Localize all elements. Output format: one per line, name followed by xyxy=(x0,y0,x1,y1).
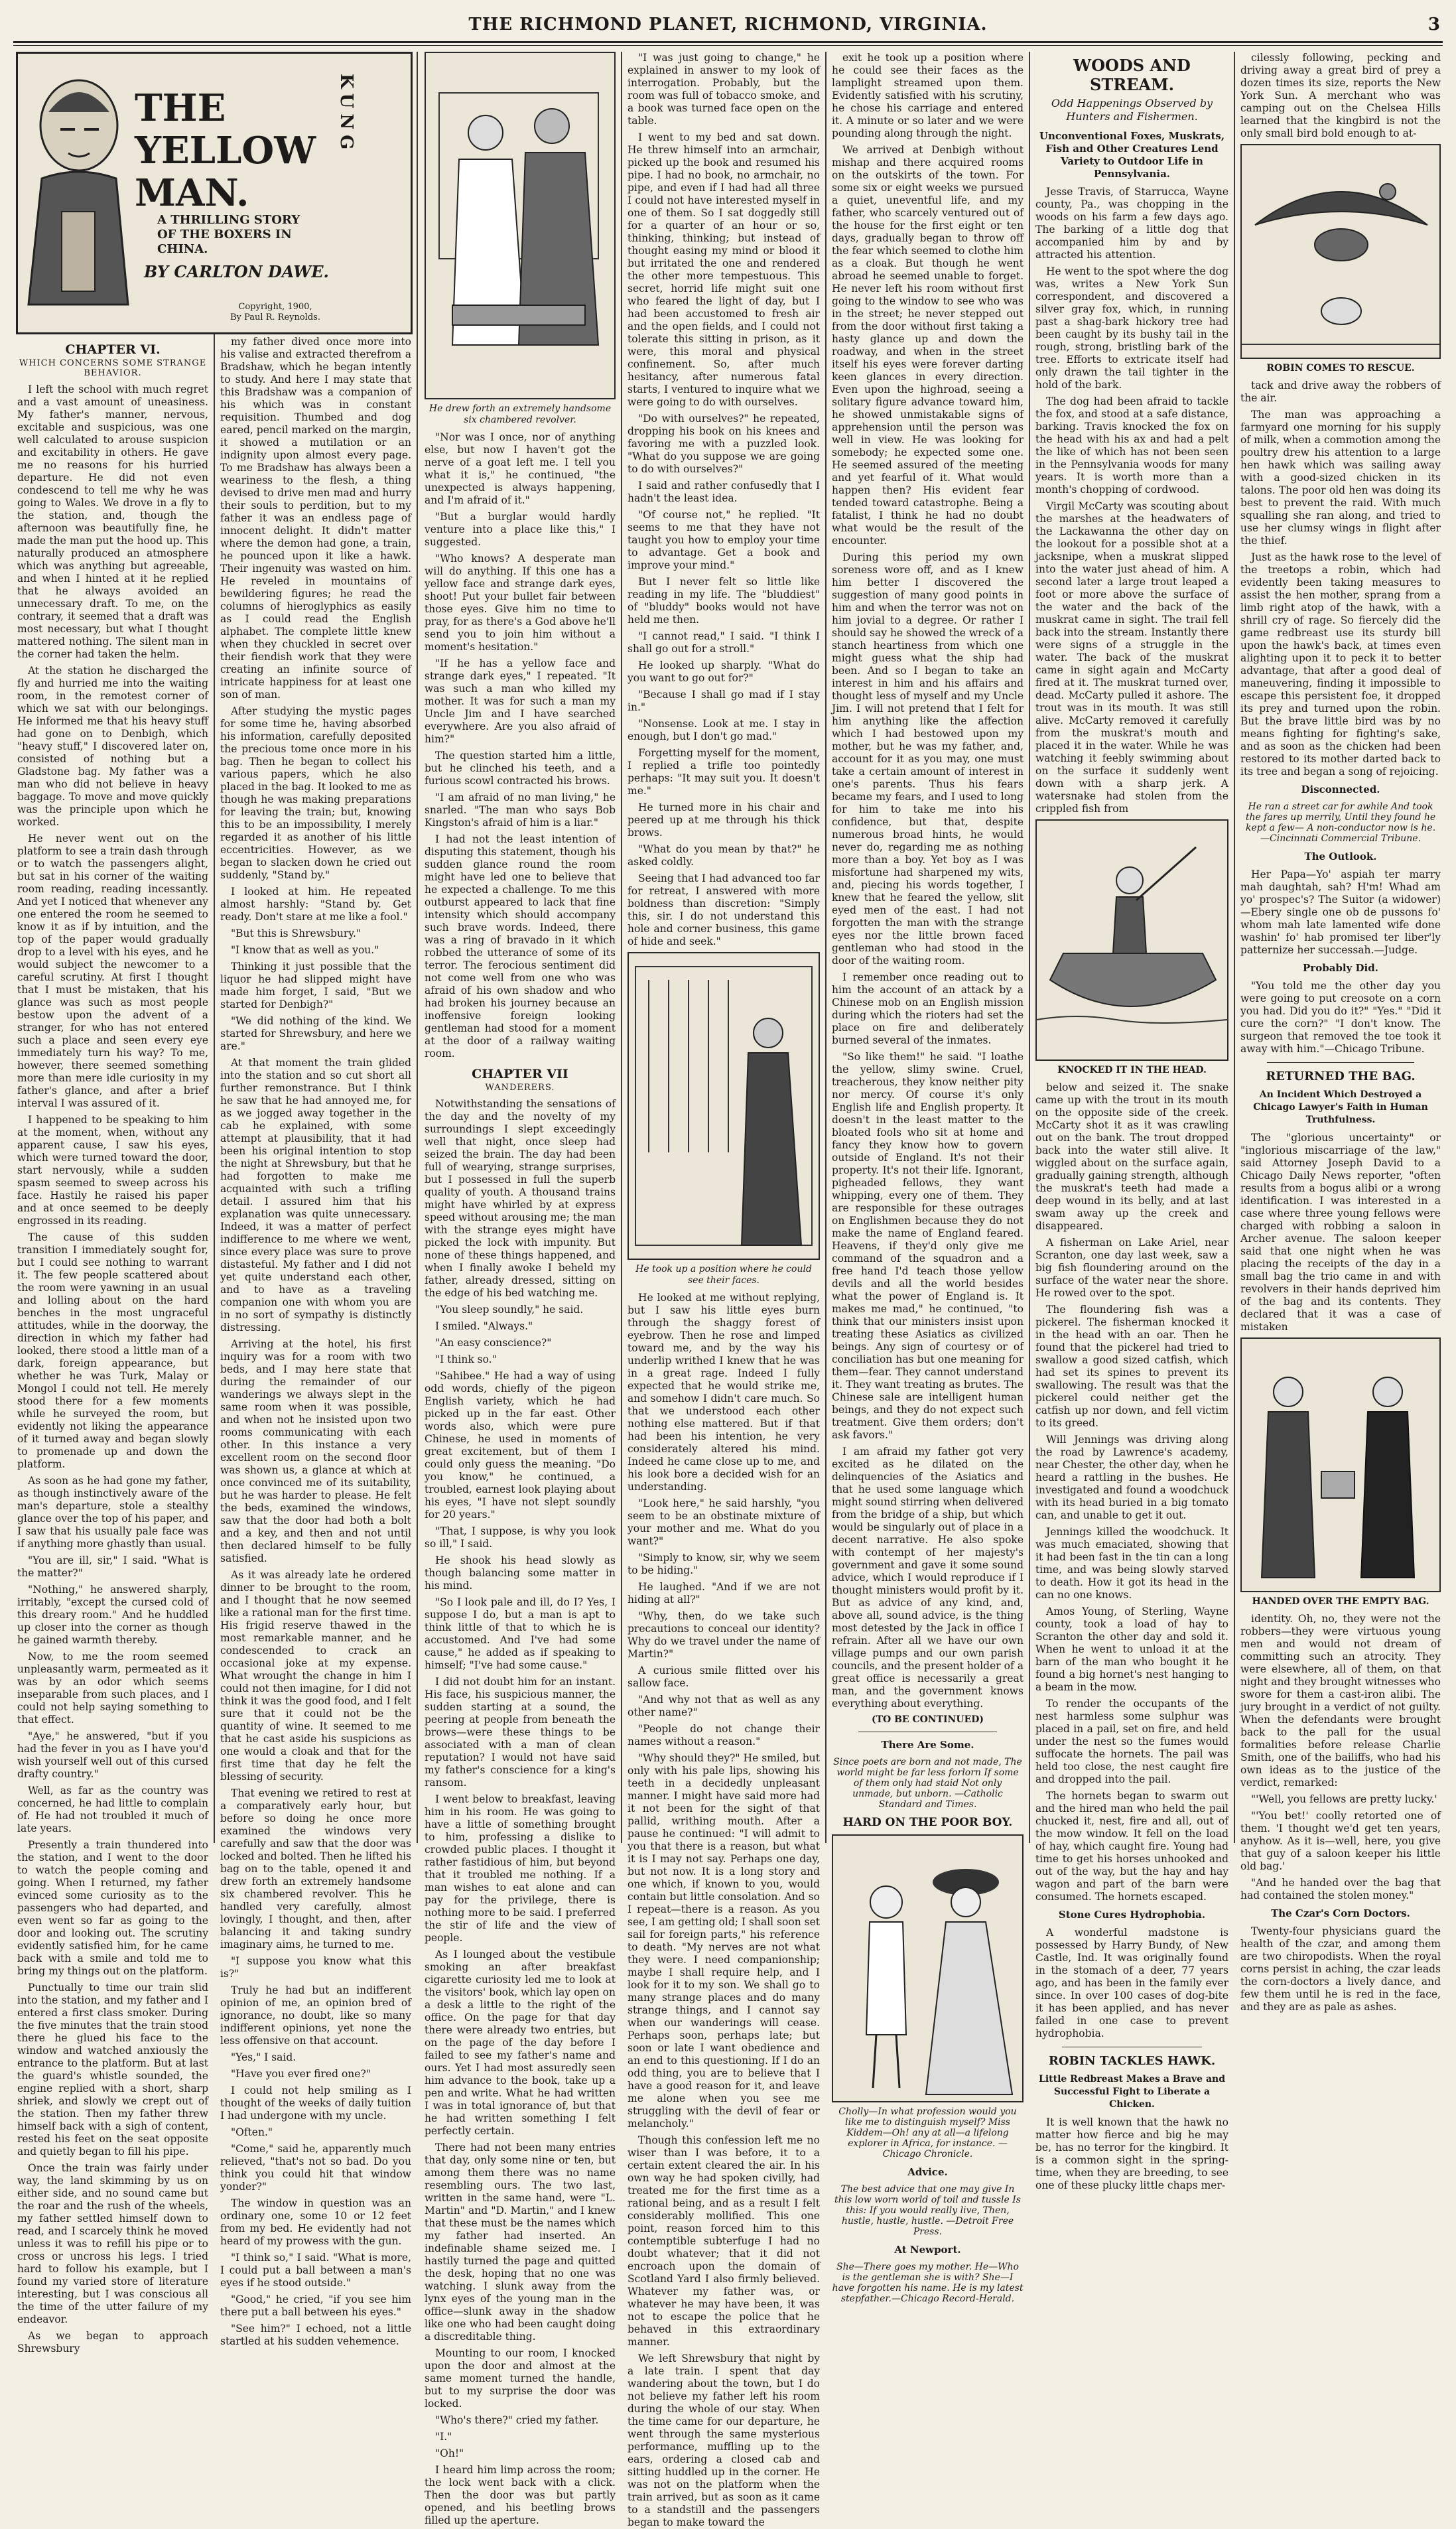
paragraph: "And he handed over the bag that had contained the stolen money." xyxy=(1240,1877,1441,1901)
paragraph: "I think so." xyxy=(435,1353,497,1365)
paragraph: "Of course not," he replied. "It seems to me that they have not taught you how to employ your time to advantage. Get a book and improve your mind." xyxy=(628,509,820,571)
story-banner xyxy=(16,52,413,334)
paragraph: The floundering fish was a pickerel. The fisherman knocked it in the head with an oar. Then he found that the pickerel had tried to swallow a good sized catfish, which had set its spines to prevent its swallowing. The result was that the pickerel could neither get the catfish up nor down, and fell victim to its greed. xyxy=(1035,1304,1228,1429)
paragraph: I am afraid my father got very excited as he dilated on the delinquencies of the Asiatics and that he used some language which might sound stirring when delivered from the bridge of a ship, but which would be singularly out of place in a decent narrative. He also spoke with contempt of her majesty's government and gave it some sound advice, which I would reproduce if I thought ministers would profit by it. But as advice of any kind, and, above all, sound advice, is the thing most detested by the Jack in office I refrain. After all we have our own village pumps and our own parish councils, and the present holder of a great office is necessarily a great man, and the government knows everything about everything. xyxy=(832,1446,1024,1710)
paragraph: Notwithstanding the sensations of the day and the novelty of my surroundings I slept exceedingly well that night, once sleep had seized the brain. The day had been full of wearying, strange surprises, but I possessed in full the superb quality of youth. A thousand trains might have whirled by at express speed without arousing me; the man with the strange eyes might have picked the lock with impunity. But none of these things happened, and when I finally awoke I beheld my father, already dressed, sitting on the edge of his bed watching me. xyxy=(425,1098,616,1299)
paragraph: "I was just going to change," he explained in answer to my look of interrogation. Probably, but the room was full of tobacco smoke, and a book was turned face open on the table. xyxy=(628,52,820,127)
paragraph: I went below to breakfast, leaving him in his room. He was going to have a little of something brought to him, professing a dislike to crowded public places. I thought it rather fastidious of him, but beyond that it troubled me nothing. If a man wishes to eat alone and can pay for the privilege, there is nothing more to be said. I preferred the stir of life and the view of people. xyxy=(425,1793,616,1944)
paragraph: But I never felt so little like reading in my life. The "bluddiest" of "bluddy" books would not have held me then. xyxy=(628,576,820,626)
paragraph: Forgetting myself for the moment, I replied a trifle too pointedly perhaps: "It may suit you. It doesn't me." xyxy=(628,747,820,797)
paragraph: "Sahibee." He had a way of using odd words, chiefly of the pigeon English variety, which he had picked up in the far east. Other words also, which were pure Chinese, he used in moments of great excitement, but of them I could only guess the meaning. "Do you know," he continued, a troubled, earnest look playing about his eyes, "I have not slept soundly for 20 years." xyxy=(425,1370,616,1521)
paragraph: I happened to be speaking to him at the moment, when, without any apparent cause, I saw his eyes, which were turned toward the door, start nervously, while a sudden spasm seemed to sweep across his face. Hastily he raised his paper and at once seemed to be deeply engrossed in its reading. xyxy=(17,1114,208,1227)
paragraph: He went to the spot where the dog was, writes a New York Sun correspondent, and discovered a silver gray fox, which, in running past a shag-bark hickory tree had been caught by its bushy tail in the rough, strong, bristling bark of the tree. Efforts to extricate itself had only drawn the tail tighter in the hold of the bark. xyxy=(1035,265,1228,391)
article-subtitle: An Incident Which Destroyed a Chicago Lawyer's Faith in Human Truthfulness. xyxy=(1253,1089,1428,1125)
paragraph: identity. Oh, no, they were not the robbers—they were virtuous young men and would not dream of committing such an atrocity. They were elsewhere, all of them, on that night and they brought witnesses who swore for them a cast-iron alibi. The jury brought in a verdict of not guilty. When the defendants were brought back to the pall for the usual formalities before release Charlie Smith, one of the bailiffs, who had his own ideas as to the justice of the verdict, remarked: xyxy=(1240,1613,1441,1789)
paragraph: Truly he had but an indifferent opinion of me, an opinion bred of ignorance, no doubt, like so many indifferent opinions, yet none the less offensive on that account. xyxy=(220,1984,411,2047)
paragraph: The dog had been afraid to tackle the fox, and stood at a safe distance, barking. Travis knocked the fox on the head with his ax and had a pelt the like of which has not been seen in the Pennsylvania woods for many years. It is worth more than a month's chopping of cordwood. xyxy=(1035,395,1228,496)
paragraph: The cause of this sudden transition I immediately sought for, but I could see nothing to warrant it. The few people scattered about the room were yawning in an usual and lolling about on the hard benches in the most ungraceful attitudes, while in the doorway, the direction in which my father had looked, there stood a little man of a dark, foreign appearance, but whether he was Turk, Malay or Mongol I could not tell. He merely stood there for a few moments while he surveyed the room, but evidently not liking the appearance of it turned away and began slowly to promenade up and down the platform. xyxy=(17,1231,208,1470)
paragraph: "'Well, you fellows are pretty lucky.' xyxy=(1251,1793,1437,1805)
paragraph: Though this confession left me no wiser than I was before, it to a certain extent cleared the air. In his own way he had spoken civilly, had treated me for the first time as a rational being, and as a result I felt considerably mollified. This one point, reason forced him to this contemptible subterfuge I had no doubt whatever; that it did not encroach upon the domain of Scotland Yard I also firmly believed. Whatever my father was, or whatever he may have been, it was not to escape the police that he behaved in this extraordinary manner. xyxy=(628,2134,820,2348)
paragraph: I looked at him. He repeated almost harshly: "Stand by. Get ready. Don't stare at me like a fool." xyxy=(220,886,411,923)
paragraph: "Good," he cried, "if you see him there put a ball between his eyes." xyxy=(220,2293,411,2318)
paragraph: "Nothing," he answered sharply, irritably, "except the cursed cold of this dreary room." And he huddled up closer into the corner as though he gained warmth thereby. xyxy=(17,1584,208,1646)
two-men-revolver-icon xyxy=(426,53,614,395)
masthead-rule xyxy=(13,41,1443,43)
illustration-boat xyxy=(1035,819,1228,1061)
paragraph: Mounting to our room, I knocked upon the door and almost at the same moment turned the handle, but to my surprise the door was locked. xyxy=(425,2347,616,2410)
paragraph: "What do you mean by that?" he asked coldly. xyxy=(628,843,820,868)
paragraph: below and seized it. The snake came up with the trout in its mouth on the opposite side of the creek. McCarty shot it as it was crawling out on the bank. The trout dropped back into the water still alive. It wiggled about on the surface again, gradually gaining strength, although the muskrat's teeth had made a deep wound in its belly, and at last swam away up the creek and disappeared. xyxy=(1035,1081,1228,1232)
section-subtitle: Odd Happenings Observed by Hunters and Fishermen. xyxy=(1051,97,1213,123)
yellow-man-portrait-icon xyxy=(22,66,135,318)
paragraph: I left the school with much regret and a vast amount of uneasiness. My father's manner, nervous, excitable and suspicious, was one well calculated to arouse suspicion and excitability in others. He gave me no reasons for his hurried departure. He did not even condescend to tell me why he was going to Wales. We drove in a fly to the station, and, though the afternoon was beautifully fine, he made the man put the hood up. This naturally produced an atmosphere which was anything but agreeable, and when I hinted at it he replied that he always avoided an unnecessary draft. To me, on the contrary, it seemed that a draft was most necessary, but what I thought mattered nothing. The silent man in the corner had taken the helm. xyxy=(17,383,208,660)
paragraph: "I am afraid of no man living," he snarled. "The man who says Bob Kingston's afraid of him is a liar." xyxy=(425,791,616,829)
paragraph: There had not been many entries that day, only some nine or ten, but among them there was no name resembling ours. The two last, written in the same hand, were "L. Martin" and "D. Martin," and I knew that these must be the names which my father had inserted. An indefinable shame seized me. I hastily turned the page and quitted the desk, hoping that no one was watching. I slunk away from the lynx eyes of the young man in the office—slunk away in the shadow like one who had been caught doing a discreditable thing. xyxy=(425,2142,616,2343)
column-divider xyxy=(417,52,418,1843)
newspaper-title: THE RICHMOND PLANET, RICHMOND, VIRGINIA. xyxy=(468,15,988,34)
column-4 xyxy=(628,52,820,2528)
paragraph: Well, as far as the country was concerned, he had little to complain of. He had not troubled it much of late years. xyxy=(17,1785,208,1834)
item-title: Probably Did. xyxy=(1303,962,1378,974)
paragraph: He laughed. "And if we are not hiding at all?" xyxy=(628,1581,820,1606)
chapter-subheading: WANDERERS. xyxy=(485,1083,555,1093)
illustration-caption: He took up a position where he could see their faces. xyxy=(635,1264,812,1286)
paragraph: I had not the least intention of disputing this statement, though his sudden glance round the room might have led one to believe that he expected a challenge. To me this outburst appeared to lack that fine intensity which should accompany such brave words. Indeed, there was a ring of bravado in it which robbed the utterance of some of its terror. The ferocious sentiment did not come well from one who was afraid of his own shadow and who had broken his journey because an inoffensive foreign looking gentleman had stood for a moment at the door of a railway waiting room. xyxy=(425,833,616,1059)
illustration-caption: ROBIN COMES TO RESCUE. xyxy=(1266,363,1415,374)
paragraph: "We did nothing of the kind. We started for Shrewsbury, and here we are." xyxy=(220,1015,411,1052)
paragraph: "You are ill, sir," I said. "What is the matter?" xyxy=(17,1554,208,1579)
story-byline: BY CARLTON DAWE. xyxy=(144,262,329,281)
copyright-line: By Paul R. Reynolds. xyxy=(230,312,320,322)
article-subtitle: Little Redbreast Makes a Brave and Successful Fight to Liberate a Chicken. xyxy=(1038,2074,1225,2110)
paragraph: Jennings killed the woodchuck. It was much emaciated, showing that it had been fast in the tin can a long time, and was being slowly starved to death. How it got its head in the can no one knows. xyxy=(1035,1526,1228,1601)
paragraph: Her Papa—Yo' aspiah ter marry mah daughtah, sah? H'm! Whad am yo' prospec's? The Suitor (a widower)—Ebery single one ob de pussons fo' whom mah late lamented wife done washin' fo' hab promised ter liber'ly patternize her successah.—Judge. xyxy=(1240,868,1441,956)
paragraph: "Nor was I once, nor of anything else, but now I haven't got the nerve of a goat left me. I tell you what it is," he continued, "the unexpected is always happening, and I'm afraid of it." xyxy=(425,431,616,506)
paragraph: After studying the mystic pages for some time he, having absorbed his information, carefully deposited the precious tome once more in his bag. Then he began to collect his various papers, which he also placed in the bag. It looked to me as though he was making preparations for leaving the train; but, knowing this to be an impossibility, I merely regarded it as another of his little eccentricities. However, as we began to slacken down he cried out suddenly, "Stand by." xyxy=(220,705,411,881)
paragraph: tack and drive away the robbers of the air. xyxy=(1240,379,1441,404)
paragraph: A fisherman on Lake Ariel, near Scranton, one day last week, saw a big fish floundering around on the surface of the water near the shore. He rowed over to the spot. xyxy=(1035,1237,1228,1299)
chapter-subheading: WHICH CONCERNS SOME STRANGE BEHAVIOR. xyxy=(19,358,207,378)
chapter-heading: CHAPTER VI. xyxy=(65,342,161,357)
paragraph: It is well known that the hawk no matter how fierce and big he may be, has no terror for the kingbird. It is a common sight in the spring-time, when they are breeding, to see one of these plucky little chaps mer- xyxy=(1035,2116,1228,2191)
story-tagline: A THRILLING STORY OF THE BOXERS IN CHINA. xyxy=(157,213,300,256)
paragraph: Virgil McCarty was scouting about the marshes at the headwaters of the Lackawanna the other day on the lookout for a possible shot at a jacksnipe, when a muskrat slipped into the water just ahead of him. A second later a large trout leaped a foot or more above the surface of the water and the back of the muskrat came in sight. The trail fell back into the stream. Instantly there were signs of a struggle in the water. The back of the muskrat came in sight again and McCarty fired at it. The muskrat turned over, dead. McCarty pulled it ashore. The trout was in its mouth. It was still alive. McCarty removed it carefully from the muskrat's mouth and placed it in the water. While he was watching it feebly swimming about on the surface it suddenly went down with a sharp jerk. A watersnake had stolen from the crippled fish from xyxy=(1035,500,1228,815)
paragraph: I heard him limp across the room; the lock went back with a click. Then the door was but partly opened, and his beetling brows filled up the aperture. xyxy=(425,2464,616,2526)
paragraph: "I suppose you know what this is?" xyxy=(220,1955,411,1980)
illustration-revolver xyxy=(425,52,616,399)
paragraph: He never went out on the platform to see a train dash through or to watch the passengers alight, but sat in his corner of the waiting room reading, reading incessantly. And yet I noticed that whenever any one entered the room he seemed to know it as if by intuition, and the top of the paper would gradually drop to a level with his eyes, and he would subject the newcomer to a careful scrutiny. At first I thought that I must be mistaken, that his glance was such as most people bestow upon the advent of a stranger, for who has not entered such a place and seen every eye immediately turn his way? To me, however, there seemed something more than mere idle curiosity in my father's glance, and after a brief interval I was assured of it. xyxy=(17,833,208,1109)
paragraph: "Aye," he answered, "but if you had the fever in you as I have you'd wish yourself well out of this cursed drafty country." xyxy=(17,1730,208,1780)
paragraph: As it was already late he ordered dinner to be brought to the room, and I thought that he now seemed like a rational man for the first time. His frigid reserve thawed in the most remarkable manner, and he condescended to crack an occasional joke at my expense. What wrought the change in him I could not then imagine, for I did not think it was the good food, and I felt sure that it could not be the quantity of wine. It seemed to me that he cast aside his suspicions as one would a cloak and that for the first time that day he felt the blessing of security. xyxy=(220,1569,411,1783)
paragraph: As I lounged about the vestibule smoking an after breakfast cigarette curiosity led me to look at the visitors' book, which lay open on a desk a little to the right of the office. On the page for that day there were already two entries, but on the page of the day before I failed to see my father's name and ours. Yet I had most assuredly seen him advance to the book, take up a pen and write. What he had written I was in total ignorance of, but that he had written something I felt perfectly certain. xyxy=(425,1948,616,2137)
paragraph: "That, I suppose, is why you look so ill," I said. xyxy=(425,1525,616,1550)
paragraph: A wonderful madstone is possessed by Harry Bundy, of New Castle, Ind. It was originally found in the stomach of a deer, 77 years ago, and has been in the family ever since. In over 100 cases of dog-bite it has been applied, and has never failed in one case to prevent hydrophobia. xyxy=(1035,1927,1228,2039)
paragraph: "An easy conscience?" xyxy=(435,1337,552,1349)
paragraph: As we began to approach Shrewsbury xyxy=(17,2330,208,2355)
paragraph: "You sleep soundly," he said. xyxy=(435,1304,584,1316)
paragraph: "And why not that as well as any other name?" xyxy=(628,1694,820,1718)
paragraph: "People do not change their names without a reason." xyxy=(628,1723,820,1747)
paragraph: "Look here," he said harshly, "you seem to be an obstinate mixture of your mother and me. What do you want?" xyxy=(628,1497,820,1547)
paragraph: The man was approaching a farmyard one morning for his supply of milk, when a commotion among the poultry drew his attention to a large hen hawk which was sailing away with a good-sized chicken in its talons. The poor old hen was doing its best to prevent the raid. With much squalling she ran along, and tried to use her clumsy wings in flight after the thief. xyxy=(1240,409,1441,547)
item-title: The Outlook. xyxy=(1304,851,1377,862)
title-word: YELLOW xyxy=(135,129,316,172)
paragraph: We left Shrewsbury that night by a late train. I spent that day wandering about the town, but I do not believe my father left his room during the whole of our stay. When the time came for our departure, he went through the same mysterious performance, muffling up to the ears, ordering a closed cab and sitting huddled up in the corner. He was not on the platform when the train arrived, but as soon as it came to a standstill and the passengers began to make toward the xyxy=(628,2353,820,2528)
paragraph: exit he took up a position where he could see their faces as the lamplight streamed upon them. Evidently satisfied with his scrutiny, he chose his carriage and entered it. A minute or so later and we were pounding along through the night. xyxy=(832,52,1024,139)
column-2 xyxy=(220,336,411,2347)
poem-text: The best advice that one may give In this low worn world of toil and tussle Is this: If you would really live, Then, hustle, hustle, hustle. —Detroit Free Press. xyxy=(834,2184,1021,2237)
paragraph: The question started him a little, but he clinched his teeth, and a furious scowl contracted his brows. xyxy=(425,750,616,787)
paragraph: Arriving at the hotel, his first inquiry was for a room with two beds, and I may here state that during the remainder of our wanderings we always slept in the same room when it was possible, and when not he insisted upon two rooms communicating with each other. In this instance a very excellent room on the second floor was shown us, a glance at which at once convinced me of its suitability, but he was harder to please. He felt the beds, examined the windows, saw that the door had both a bolt and a key, and then and not until then declared himself to be fully satisfied. xyxy=(220,1338,411,1564)
column-divider xyxy=(1029,52,1030,1843)
men-empty-bag-icon xyxy=(1242,1339,1439,1588)
divider xyxy=(1267,1062,1414,1063)
column-divider xyxy=(621,52,622,1843)
paragraph: Seeing that I had advanced too far for retreat, I answered with more boldness than discretion: "Simply this, sir. I do not understand this hole and corner business, this game of hide and seek." xyxy=(628,872,820,947)
paragraph: "Often." xyxy=(231,2126,273,2138)
paragraph: We arrived at Denbigh without mishap and there acquired rooms on the outskirts of the town. For some six or eight weeks we pursued a quiet, uneventful life, and my father, who scarcely ventured out of the house for the first eight or ten days, gradually began to throw off the fear which seemed to clothe him as a cloak. But though he went abroad he seemed unable to forget. He never left his room without first going to the window to see who was in the street; he never stepped out from the door without first taking a hasty glance up and down the roadway, and when in the street itself his eyes were forever darting keen glances in every direction. Even upon the highroad, seeing a solitary figure advance toward him, he showed unmistakable signs of apprehension until the person was well in view. He was looking for somebody; he expected some one. He seemed assured of the meeting and yet fearful of it. What would happen then? His evident fear tended toward catastrophe. Being a fatalist, I think he had no doubt what would be the result of the encounter. xyxy=(832,144,1024,547)
poem-title: Advice. xyxy=(907,2166,948,2178)
station-gate-icon xyxy=(629,953,819,1256)
paragraph: I said and rather confusedly that I hadn't the least idea. xyxy=(628,480,820,504)
paragraph: He looked at me without replying, but I saw his little eyes burn through the shaggy forest of eyebrow. Then he rose and limped toward me, and by the way his underlip writhed I knew that he was in a great rage. Indeed I fully expected that he would strike me, and somehow I didn't care much. So that we understood each other nothing else mattered. But if that had been his intention, he very considerately altered his mind. Indeed he came close up to me, and his look bore a decided wish for an understanding. xyxy=(628,1292,820,1493)
paragraph: I did not doubt him for an instant. His face, his suspicious manner, the sudden starting at a sound, the peering at people from beneath the brows—were these things to be associated with a man of clean reputation? I would not have said my father's conscience for a king's ransom. xyxy=(425,1676,616,1789)
paragraph: "Oh!" xyxy=(435,2447,464,2459)
paragraph: The hornets began to swarm out and the hired man who held the pail chucked it, nest, fire and all, out of the mow window. It fell on the load of hay, which caught fire. Young had time to get his horses unhooked and out of the way, but the hay and hay wagon and part of the barn were consumed. The hornets escaped. xyxy=(1035,1790,1228,1903)
paragraph: The window in question was an ordinary one, some 10 or 12 feet from my bed. He evidently had not heard of my prowess with the gun. xyxy=(220,2197,411,2247)
paragraph: "Who knows? A desperate man will do anything. If this one has a yellow face and strange dark eyes, shoot! Put your bullet fair between those eyes. Give him no time to pray, for as there's a God above he'll send you to join him without a moment's hesitation." xyxy=(425,553,616,653)
paragraph: Amos Young, of Sterling, Wayne county, took a load of hay to Scranton the other day and sold it. When he went to unload it at the barn of the man who bought it he found a big hornet's nest hanging to a beam in the mow. xyxy=(1035,1606,1228,1693)
article-heading: Unconventional Foxes, Muskrats, Fish and Other Creatures Lend Variety to Outdoor Life in Pennsylvania. xyxy=(1039,130,1225,180)
illustration-caption: HANDED OVER THE EMPTY BAG. xyxy=(1252,1596,1429,1607)
paragraph: Once the train was fairly under way, the land skimming by us on either side, and no sound came but the roar and the rush of the wheels, my father settled himself down to read, and I scarcely think he moved unless it was to refill his pipe or to cross or uncross his legs. I tried hard to follow his example, but I found my varied store of literature interesting, but I was conscious all the time of the utter failure of my endeavor. xyxy=(17,2162,208,2325)
column-1 xyxy=(17,336,208,2355)
paragraph: He turned more in his chair and peered up at me through his thick brows. xyxy=(628,801,820,839)
article-title: ROBIN TACKLES HAWK. xyxy=(1048,2054,1216,2068)
vertical-name: KUNG xyxy=(336,74,356,155)
paragraph: "But this is Shrewsbury." xyxy=(231,927,362,939)
paragraph: At that moment the train glided into the station and so cut short all further remonstrance. But I think he saw that he had annoyed me, for as we jogged away together in the cab he explained, with some attempt at plausibility, that it had been his original intention to stop the night at Shrewsbury, but that he had forgotten to make me acquainted with such a trifling detail. I assured him that his explanation was quite unnecessary. Indeed, it was a matter of perfect indifference to me where we went, since every place was sure to prove distasteful. My father and I did not yet quite understand each other, and to have as a traveling companion one with whom you are in no sort of sympathy is distinctly distressing. xyxy=(220,1057,411,1333)
column-6 xyxy=(1035,52,1228,2191)
paragraph: Punctually to time our train slid into the station, and my father and I entered a first class smoker. During the five minutes that the train stood there he glued his face to the window and watched anxiously the entrance to the platform. But at last the guard's whistle sounded, the engine replied with a short, sharp shriek, and slowly we crept out of the station. Then my father threw himself back with a sigh of content, rested his feet on the seat opposite and quietly began to fill his pipe. xyxy=(17,1982,208,2157)
section-title: WOODS AND STREAM. xyxy=(1073,56,1191,94)
paragraph: Presently a train thundered into the station, and I went to the door to watch the people coming and going. When I returned, my father evinced some curiosity as to the passengers who had departed, and even went so far as going to the door and looking out. The scrutiny evidently satisfied him, for he came back with a smile and told me to bring my things out on the platform. xyxy=(17,1839,208,1977)
column-5 xyxy=(832,52,1024,2304)
paragraph: To render the occupants of the nest harmless some sulphur was placed in a pail, set on fire, and held under the nest so the fumes would suffocate the hornets. The pail was held too close, the nest caught fire and dropped into the pail. xyxy=(1035,1698,1228,1785)
column-divider xyxy=(825,52,827,1843)
paragraph: Will Jennings was driving along the road by Lawrence's academy, near Chester, the other day, when he heard a rattling in the bushes. He investigated and found a woodchuck with its head buried in a big tomato can, and unable to get it out. xyxy=(1035,1434,1228,1521)
paragraph: "See him?" I echoed, not a little startled at his sudden vehemence. xyxy=(220,2323,411,2347)
paragraph: my father dived once more into his valise and extracted therefrom a Bradshaw, which he began intently to study. And here I may state that this Bradshaw was a companion of his which was in constant requisition. Thumbed and dog eared, pencil marked on the margin, it showed a mutilation or an indignity upon almost every page. To me Bradshaw has always been a weariness to the flesh, a thing devised to drive men mad and hurry their souls to perdition, but to my father it was an endless page of innocent delight. It didn't matter where the demon had gone, a train, he pounced upon it like a hawk. Their ingenuity was wasted on him. He reveled in mountains of bewildering figures; he read the columns of hieroglyphics as easily as I could read the English alphabet. The complete little knew when they chuckled in secret over their fiendish work that they were creating an infinite source of intricate happiness for at least one son of man. xyxy=(220,336,411,701)
poem-text: He ran a street car for awhile And took the fares up merrily, Until they found he kept a few— A non-conductor now is he. —Cincinnati Commercial Tribune. xyxy=(1245,801,1436,844)
masthead xyxy=(13,12,1443,38)
page-number: 3 xyxy=(1427,15,1440,34)
paragraph: I could not help smiling as I thought of the weeks of daily tuition I had undergone with my uncle. xyxy=(220,2085,411,2122)
story-title xyxy=(135,87,316,214)
paragraph: "I." xyxy=(435,2431,452,2443)
paragraph: "So like them!" he said. "I loathe the yellow, slimy swine. Cruel, treacherous, they know neither pity nor mercy. Of course it's only English life and English property. It doesn't in the least matter to the bloated fools who sit at home and fancy they know how to govern outside of England. It's not their property. It's not their life. Ignorant, pigheaded fellows, they want whipping, every one of them. They are responsible for these outrages on Englishmen because they do not make the name of England feared. Heavens, if they'd only give me command of the squadron and a free hand I'd teach those yellow devils and all the world besides what the power of England is. It makes me mad," he continued, "to think that our ministers insist upon treating these Asiatics as civilized beings. Any sign of courtesy or of conciliation has but one meaning for them—fear. They cannot understand it. They want treating as brutes. The Chinese sale are intelligent human beings, and they do not expect such treatment. Give them orders; don't ask favors." xyxy=(832,1051,1024,1441)
hawk-robin-icon xyxy=(1242,145,1439,355)
paragraph: Jesse Travis, of Starrucca, Wayne county, Pa., was chopping in the woods on his farm a few days ago. The barking of a little dog that accompanied him by and by attracted his attention. xyxy=(1035,186,1228,261)
paragraph: "Simply to know, sir, why we seem to be hiding." xyxy=(628,1552,820,1576)
paragraph: "I think so," I said. "What is more, I could put a ball between a man's eyes if he stood outside." xyxy=(220,2252,411,2289)
masthead-rule-thin xyxy=(13,45,1443,46)
illustration-caption: He drew forth an extremely handsome six chambered revolver. xyxy=(429,403,612,425)
paragraph: I smiled. "Always." xyxy=(435,1320,533,1332)
cartoon-title: HARD ON THE POOR BOY. xyxy=(842,1816,1013,1829)
paragraph: I remember once reading out to him the account of an attack by a Chinese mob on an English mission during which the rioters had set the place on fire and deliberately burned several of the inmates. xyxy=(832,971,1024,1046)
paragraph: "I cannot read," I said. "I think I shall go out for a stroll." xyxy=(628,630,820,655)
paragraph: At the station he discharged the fly and hurried me into the waiting room, in the remotest corner of which we sat with our belongings. He informed me that his heavy stuff had gone on to Denbigh, which "heavy stuff," I discovered later on, consisted of nothing but a Gladstone bag. My father was a man who did not believe in heavy baggage. To move and move quickly was the principle upon which he worked. xyxy=(17,665,208,828)
poem-text: Since poets are born and not made, The world might be far less forlorn If some of them only had staid Not only unmade, but unborn. —Catholic Standard and Times. xyxy=(833,1757,1022,1810)
paragraph: cilessly following, pecking and driving away a great bird of prey a dozen times its size, reports the New York Sun. A merchant who was camping out on the Chelsea Hills learned that the kingbird is not the only small bird bold enough to at- xyxy=(1240,52,1441,139)
title-word: THE xyxy=(135,86,226,130)
illustration-hawk xyxy=(1240,144,1441,359)
paragraph: During this period my own soreness wore off, and as I knew him better I discovered the suggestion of many good points in him and when the terror was not on him jovial to a degree. Or rather I should say he showed the wreck of a stanch heartiness from which one might guess what the ship had been. And so I began to take an interest in him and his affairs and thought less of myself and my Uncle Jim. I will not pretend that I felt for him anything like the affection which I had bestowed upon my mother, but he was my father, and, account for it as you may, one must take a certain amount of interest in one's parents. Thus his fears became my fears, and I used to long for him to take me into his confidence, but that, despite numerous broad hints, he would never do, regarding me as nothing more than a boy. Yet boy as I was misfortune had sharpened my wits, and, piecing his words together, I knew that he feared the yellow, slit eyed men of the east. I had not forgotten the man with the strange eyes nor the little brown faced gentleman who had stood in the door of the waiting room. xyxy=(832,551,1024,967)
paragraph: Now, to me the room seemed unpleasantly warm, permeated as it was by an odor which seems inseparable from such places, and I could not help saying something to that effect. xyxy=(17,1651,208,1726)
poem-title: Disconnected. xyxy=(1301,784,1380,795)
copyright xyxy=(230,302,320,323)
paragraph: "Do with ourselves?" he repeated, dropping his book on his knees and favoring me with a puzzled look. "What do you suppose we are going to do with ourselves?" xyxy=(628,413,820,475)
couple-cartoon-icon xyxy=(833,1836,1022,2098)
paragraph: "I know that as well as you." xyxy=(231,944,379,956)
article-heading: Stone Cures Hydrophobia. xyxy=(1058,1909,1206,1921)
paragraph: I went to my bed and sat down. He threw himself into an armchair, picked up the book and resumed his pipe. I had no book, no armchair, no pipe, and even if I had had all three I could not have interested myself in one of them. So I sat doggedly still for a quarter of an hour or so, thinking, thinking; but instead of thought easing my mind or blood it but irritated the one and rendered the other more tempestuous. This secret, horrid life might suit one who feared the light of day, but I had been accustomed to fresh air and the open fields, and I could not tolerate this sitting in prison, as it were, this moral and physical confinement. So, after much hesitancy, after numerous fatal starts, I ventured to inquire what we were going to do with ourselves. xyxy=(628,131,820,408)
paragraph: Thinking it just possible that the liquor he had slipped might have made him forget, I said, "But we started for Denbigh?" xyxy=(220,961,411,1010)
fisherman-boat-icon xyxy=(1037,821,1227,1057)
paragraph: "Yes," I said. xyxy=(231,2051,297,2063)
poem-title: There Are Some. xyxy=(881,1739,974,1751)
chapter-heading: CHAPTER VII xyxy=(472,1067,568,1081)
column-7 xyxy=(1240,52,1441,2013)
item-title: The Czar's Corn Doctors. xyxy=(1271,1907,1410,1919)
illustration-caption: KNOCKED IT IN THE HEAD. xyxy=(1057,1065,1207,1075)
paragraph: "You told me the other day you were going to put creosote on a corn you had. Did you do it?" "Yes." "Did it cure the corn?" "I don't know. The surgeon that removed the toe took it away with him."—Chicago Tribune. xyxy=(1240,980,1441,1055)
article-title: RETURNED THE BAG. xyxy=(1266,1069,1416,1083)
paragraph: The "glorious uncertainty" or "inglorious miscarriage of the law," said Attorney Joseph David to a Chicago Daily News reporter, "often results from a bogus alibi or a wrong identification. I was interested in a case where three young fellows were charged with robbing a saloon in Archer avenue. The saloon keeper said that one night when he was placing the receipts of the day in a small bag the trio came in and with revolvers in their hands deprived him of the bag and its contents. They declared that it was a case of mistaken xyxy=(1240,1132,1441,1333)
paragraph: That evening we retired to rest at a comparatively early hour, but before so doing he once more examined the windows very carefully and saw that the door was locked and bolted. Then he lifted his bag on to the table, opened it and drew forth an extremely handsome six chambered revolver. This he handled very carefully, almost lovingly, I thought, and then, after balancing it and taking sundry imaginary aims, he turned to me. xyxy=(220,1787,411,1950)
paragraph: A curious smile flitted over his sallow face. xyxy=(628,1665,820,1689)
column-divider xyxy=(1234,52,1235,1843)
paragraph: "If he has a yellow face and strange dark eyes," I repeated. "It was such a man who killed my mother. It was for such a man my Uncle Jim and I have searched everywhere. Are you also afraid of him?" xyxy=(425,657,616,745)
cartoon-text: Cholly—In what profession would you like me to distinguish myself? Miss Kiddem—Oh! any at all—a lifelong explorer in Africa, for instance. —Chicago Chronicle. xyxy=(838,2106,1017,2159)
column-3 xyxy=(425,52,616,2526)
paragraph: "Nonsense. Look at me. I stay in enough, but I don't go mad." xyxy=(628,718,820,742)
paragraph: "Have you ever fired one?" xyxy=(231,2068,371,2080)
poem-text: She—There goes my mother. He—Who is the gentleman she is with? She—I have forgotten his name. He is my latest stepfather.—Chicago Record-Herald. xyxy=(832,2262,1024,2304)
illustration-bag xyxy=(1240,1337,1441,1592)
paragraph: "'You bet!' coolly retorted one of them. 'I thought we'd get ten years, anyhow. As it is—well, here, you give that guy of a saloon keeper his little old bag.' xyxy=(1240,1810,1441,1872)
paragraph: He shook his head slowly as though balancing some matter in his mind. xyxy=(425,1554,616,1592)
paragraph: "Because I shall go mad if I stay in." xyxy=(628,689,820,713)
paragraph: "Why, then, do we take such precautions to conceal our identity? Why do we travel under the name of Martin?" xyxy=(628,1610,820,1660)
paragraph: As soon as he had gone my father, as though instinctively aware of the man's departure, stole a stealthy glance over the top of his paper, and I saw that his usually pale face was if anything more ghastly than usual. xyxy=(17,1475,208,1550)
copyright-line: Copyright, 1900, xyxy=(238,302,312,312)
title-word: MAN. xyxy=(135,171,249,215)
illustration-couple xyxy=(832,1834,1024,2102)
paragraph: Twenty-four physicians guard the health of the czar, and among them are two chiropodists. When the royal corns persist in aching, the czar leads the corn-doctors a lively dance, and few them until he is red in the face, and they are as pale as ashes. xyxy=(1240,1925,1441,2013)
illustration-station xyxy=(628,952,820,1260)
paragraph: "Who's there?" cried my father. xyxy=(435,2414,599,2426)
paragraph: Just as the hawk rose to the level of the treetops a robin, which had evidently been taking measures to assist the hen mother, sprang from a limb right atop of the hawk, with a shrill cry of rage. So fiercely did the game redbreast use its sturdy bill upon the hawk's back, at times even alighting upon it to peck it to better advantage, that after a good deal of maneuvering, finding it impossible to escape this persistent foe, it dropped its prey and turned upon the robin. But the brave little bird was by no means fighting for fighting's sake, and as soon as the chicken had been restored to its mother darted back to its tree and began a song of rejoicing. xyxy=(1240,551,1441,778)
to-be-continued: (TO BE CONTINUED) xyxy=(871,1714,984,1725)
poem-title: At Newport. xyxy=(894,2244,961,2256)
paragraph: "But a burglar would hardly venture into a place like this," I suggested. xyxy=(425,511,616,548)
paragraph: "So I look pale and ill, do I? Yes, I suppose I do, but a man is apt to think little of that to which he is accustomed. And I've had some cause," he added as if speaking to himself; "I've had some cause." xyxy=(425,1596,616,1671)
paragraph: "Why should they?" He smiled, but only with his pale lips, showing his teeth in a decidedly unpleasant manner. I might have said more had it not been for the sight of that pallid, writhing mouth. After a pause he continued: "I will admit to you that there is a reason, but what it is I may not say. Perhaps one day, but not now. It is a long story and one which, if known to you, would contain but little consolation. And so I repeat—there is a reason. As you see, I am getting old; I shall soon set sail for foreign parts," his reference to death. "My nerves are not what they were. I need companionship; maybe I shall require help, and I look for it to my son. We shall go to many strange places and do many strange things, and I cannot say when our wanderings will cease. Perhaps soon, perhaps late; but soon or late I want obedience and an end to this questioning. If I do an odd thing, you are to believe that I have a good reason for it, and leave me alone when you see me struggling with the devil of fear or melancholy." xyxy=(628,1752,820,2130)
paragraph: "Come," said he, apparently much relieved, "that's not so bad. Do you think you could hit that window yonder?" xyxy=(220,2143,411,2193)
paragraph: He looked up sharply. "What do you want to go out for?" xyxy=(628,659,820,684)
